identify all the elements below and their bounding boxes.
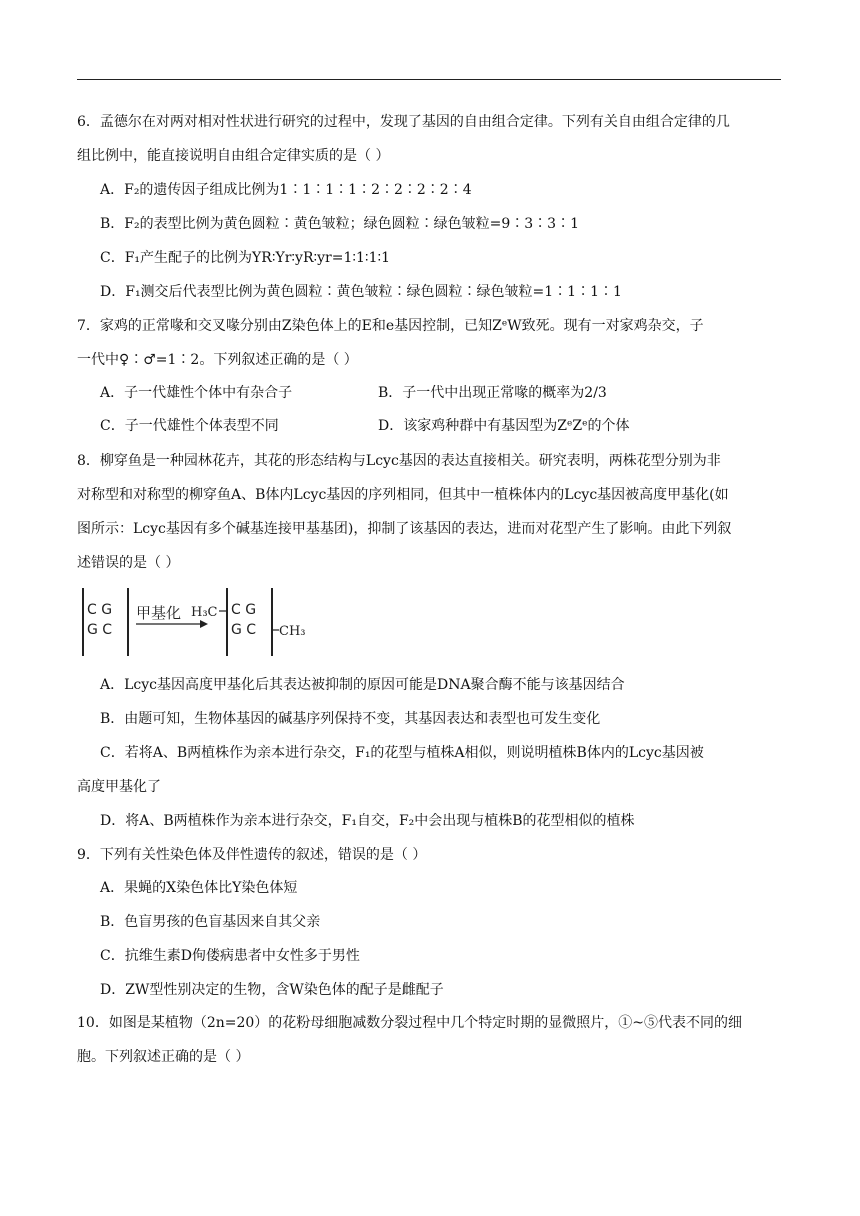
h3c-label: H₃C: [191, 605, 218, 620]
q8-stem-line2: 对称型和对称型的柳穿鱼A、B体内Lcyc基因的序列相同，但其中一植株体内的Lcyc基因被高度甲基化(如: [77, 487, 729, 503]
left-pair-top: C G: [87, 602, 113, 618]
q6-stem-line1: 6．孟德尔在对两对相对性状进行研究的过程中，发现了基因的自由组合定律。下列有关自由组合定律的几: [77, 114, 730, 130]
q8-option-c-line1: C．若将A、B两植株作为亲本进行杂交，F₁的花型与植株A相似，则说明植株B体内的Lcyc基因被: [100, 745, 704, 761]
right-pair-bottom: G C: [231, 622, 257, 638]
q6-option-b: B．F₂的表型比例为黄色圆粒∶黄色皱粒；绿色圆粒∶绿色皱粒=9∶3∶3∶1: [100, 216, 579, 232]
left-pair-bottom: G C: [87, 622, 113, 638]
q8-option-a: A．Lcyc基因高度甲基化后其表达被抑制的原因可能是DNA聚合酶不能与该基因结合: [100, 677, 625, 693]
q10-stem-line1: 10．如图是某植物（2n=20）的花粉母细胞减数分裂过程中几个特定时期的显微照片，①~⑤代表不同的细: [77, 1015, 743, 1031]
right-pair-top: C G: [231, 602, 257, 618]
q7-stem-line2: 一代中♀∶♂=1∶2。下列叙述正确的是（ ）: [77, 352, 358, 368]
q8-option-d: D．将A、B两植株作为亲本进行杂交，F₁自交，F₂中会出现与植株B的花型相似的植株: [100, 813, 635, 829]
ch3-label: CH₃: [279, 624, 306, 639]
q7-option-a: A．子一代雄性个体中有杂合子: [100, 385, 293, 401]
q6-stem-line2: 组比例中，能直接说明自由组合定律实质的是（ ）: [77, 148, 390, 164]
q9-option-d: D．ZW型性别决定的生物，含W染色体的配子是雌配子: [100, 982, 444, 998]
q10-stem-line2: 胞。下列叙述正确的是（ ）: [77, 1049, 250, 1065]
q6-option-c: C．F₁产生配子的比例为YR∶Yr∶yR∶yr=1∶1∶1∶1: [100, 250, 391, 266]
q9-option-c: C．抗维生素D佝偻病患者中女性多于男性: [100, 948, 360, 964]
q7-stem-line1: 7．家鸡的正常喙和交叉喙分别由Z染色体上的E和e基因控制，已知ZᵉW致死。现有一对家鸡杂交，子: [77, 318, 704, 334]
arrow-head-icon: [200, 620, 208, 628]
q8-stem-line4: 述错误的是（ ）: [77, 555, 180, 571]
q6-option-d: D．F₁测交后代表型比例为黄色圆粒∶黄色皱粒∶绿色圆粒∶绿色皱粒=1∶1∶1∶1: [100, 284, 622, 300]
methylation-diagram: [80, 588, 320, 660]
q8-option-c-line2: 高度甲基化了: [77, 779, 161, 795]
q8-option-b: B．由题可知，生物体基因的碱基序列保持不变，其基因表达和表型也可发生变化: [100, 711, 601, 727]
q8-stem-line3: 图所示：Lcyc基因有多个碱基连接甲基基团)，抑制了该基因的表达，进而对花型产生了影响。由此下列叙: [77, 521, 732, 537]
q7-option-b: B．子一代中出现正常喙的概率为2/3: [378, 385, 607, 401]
arrow-label: 甲基化: [136, 604, 182, 622]
q6-option-a: A．F₂的遗传因子组成比例为1∶1∶1∶1∶2∶2∶2∶2∶4: [100, 182, 472, 198]
q9-stem: 9．下列有关性染色体及伴性遗传的叙述，错误的是（ ）: [77, 847, 427, 863]
q7-option-c: C．子一代雄性个体表型不同: [100, 418, 279, 434]
q7-option-d: D．该家鸡种群中有基因型为ZᵉZᵉ的个体: [378, 418, 630, 434]
q8-stem-line1: 8．柳穿鱼是一种园林花卉，其花的形态结构与Lcyc基因的表达直接相关。研究表明，两株花型分别为非: [77, 453, 721, 469]
q9-option-a: A．果蝇的X染色体比Y染色体短: [100, 880, 298, 896]
q9-option-b: B．色盲男孩的色盲基因来自其父亲: [100, 914, 321, 930]
header-rule: [77, 79, 781, 80]
